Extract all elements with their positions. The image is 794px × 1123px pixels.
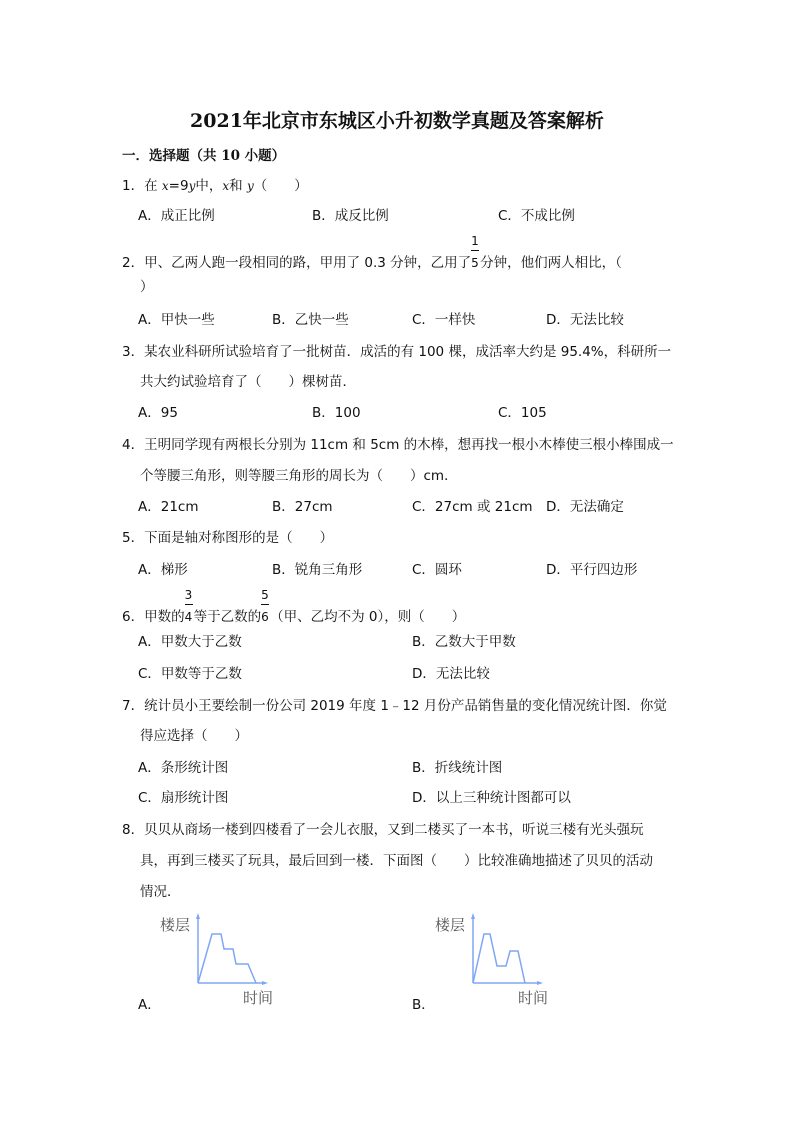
q1-option-c: C．不成比例 xyxy=(498,208,575,224)
q1-option-b: B．成反比例 xyxy=(312,208,389,224)
q1-option-a: A．成正比例 xyxy=(138,208,215,224)
x-axis-label: 时间 xyxy=(243,989,274,1007)
graph-a xyxy=(160,913,273,1007)
q7-option-b: B．折线统计图 xyxy=(412,760,503,776)
question-3-cont: 共大约试验培育了（ ）棵树苗． xyxy=(140,374,356,390)
q7-option-c: C．扇形统计图 xyxy=(138,790,229,806)
question-1: 1．在 x=9y中，x和 y（ ） xyxy=(122,178,308,194)
question-2: 2．甲、乙两人跑一段相同的路，甲用了 0.3 分钟，乙用了 $\frac{1}{5}$分钟，他们两人相比，（ xyxy=(122,234,622,271)
q5-option-c: C．圆环 xyxy=(412,562,462,578)
y-axis-label: 楼层 xyxy=(435,916,466,934)
arrow-right-icon xyxy=(262,981,268,985)
question-6: 6．甲数的 $\frac{3}{4}$等于乙数的 $\frac{5}{6}$（甲、乙均不为 0），则（ ） xyxy=(122,588,466,625)
q4-option-b: B．27cm xyxy=(272,499,333,515)
q6-option-b: B．乙数大于甲数 xyxy=(412,634,516,650)
q3-option-a: A．95 xyxy=(138,405,178,421)
fraction: $\frac{5}{6}$ xyxy=(261,588,269,624)
graph-line xyxy=(198,934,256,983)
q6-option-d: D．无法比较 xyxy=(412,666,490,682)
graph-b xyxy=(435,913,548,1007)
question-8-cont2: 情况． xyxy=(140,884,181,900)
question-7: 7．统计员小王要绘制一份公司 2019 年度 1﹣12 月份产品销售量的变化情况统计图．你觉 xyxy=(122,698,667,714)
arrow-right-icon xyxy=(537,981,543,985)
arrow-up-icon xyxy=(471,913,475,919)
q5-option-a: A．梯形 xyxy=(138,562,188,578)
x-axis-label: 时间 xyxy=(518,989,549,1007)
q6-option-a: A．甲数大于乙数 xyxy=(138,634,242,650)
q4-option-c: C．27cm 或 21cm xyxy=(412,499,533,515)
q7-option-d: D．以上三种统计图都可以 xyxy=(412,790,571,806)
q3-option-b: B．100 xyxy=(312,405,361,421)
question-2-cont: ） xyxy=(140,279,154,295)
q2-option-a: A．甲快一些 xyxy=(138,312,215,328)
question-5: 5．下面是轴对称图形的是（ ） xyxy=(122,530,334,546)
document-title: 2021年北京市东城区小升初数学真题及答案解析 xyxy=(190,110,604,132)
q6-option-c: C．甲数等于乙数 xyxy=(138,666,242,682)
q5-option-b: B．锐角三角形 xyxy=(272,562,363,578)
q4-option-a: A．21cm xyxy=(138,499,199,515)
q5-option-d: D．平行四边形 xyxy=(546,562,638,578)
q8-option-b: B． xyxy=(412,997,435,1013)
q7-option-a: A．条形统计图 xyxy=(138,760,229,776)
fraction: $\frac{1}{5}$ xyxy=(471,234,479,270)
q8-option-a: A． xyxy=(138,997,161,1013)
q2-option-d: D．无法比较 xyxy=(546,312,624,328)
question-8: 8．贝贝从商场一楼到四楼看了一会儿衣服，又到二楼买了一本书，听说三楼有光头强玩 xyxy=(122,822,644,838)
section-heading: 一．选择题（共 10 小题） xyxy=(122,148,286,164)
y-axis-label: 楼层 xyxy=(160,916,191,934)
arrow-up-icon xyxy=(196,913,200,919)
question-8-cont: 具，再到三楼买了玩具，最后回到一楼．下面图（ ）比较准确地描述了贝贝的活动 xyxy=(140,853,653,869)
question-3: 3．某农业科研所试验培育了一批树苗．成活的有 100 棵，成活率大约是 95.4%，科研所一 xyxy=(122,344,672,360)
q4-option-d: D．无法确定 xyxy=(546,499,624,515)
graph-line xyxy=(473,934,525,983)
question-7-cont: 得应选择（ ） xyxy=(140,728,248,744)
q2-option-b: B．乙快一些 xyxy=(272,312,349,328)
question-4: 4．王明同学现有两根长分别为 11cm 和 5cm 的木棒，想再找一根小木棒使三根小棒围成一 xyxy=(122,437,674,453)
q2-option-c: C．一样快 xyxy=(412,312,476,328)
question-4-cont: 个等腰三角形，则等腰三角形的周长为（ ）cm． xyxy=(140,468,458,484)
fraction: $\frac{3}{4}$ xyxy=(184,588,193,624)
q3-option-c: C．105 xyxy=(498,405,547,421)
